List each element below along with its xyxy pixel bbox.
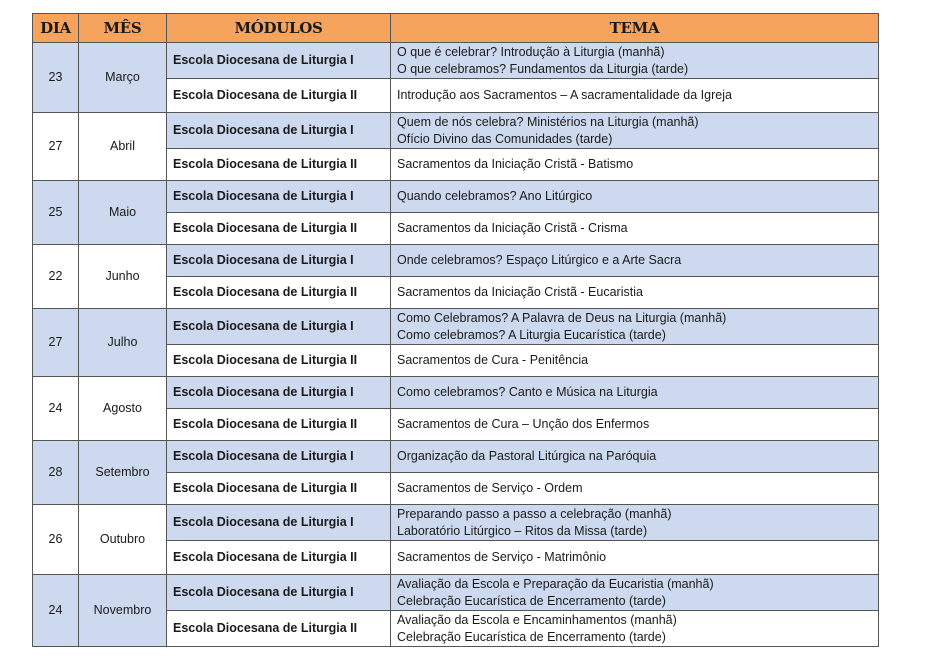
tema-line: Sacramentos da Iniciação Cristã - Eucaristia (397, 285, 643, 299)
tema-line: Introdução aos Sacramentos – A sacramentalidade da Igreja (397, 88, 732, 102)
cell-tema (391, 409, 879, 441)
cell-mes: Novembro (79, 575, 167, 647)
table-row (33, 181, 879, 213)
tema-line: Sacramentos de Cura – Unção dos Enfermos (397, 417, 650, 431)
cell-modulo: Escola Diocesana de Liturgia I (167, 377, 391, 409)
cell-dia: 24 (33, 575, 79, 647)
header-tema: TEMA (391, 14, 879, 43)
cell-dia: 25 (33, 181, 79, 245)
tema-line: Sacramentos da Iniciação Cristã - Batismo (397, 157, 634, 171)
tema-line: Quando celebramos? Ano Litúrgico (397, 189, 593, 203)
tema-line: Sacramentos de Cura - Penitência (397, 353, 589, 367)
cell-modulo: Escola Diocesana de Liturgia II (167, 409, 391, 441)
tema-line: Celebração Eucarística de Encerramento (tarde) (397, 593, 666, 608)
cell-modulo: Escola Diocesana de Liturgia II (167, 149, 391, 181)
cell-dia: 28 (33, 441, 79, 505)
cell-dia: 26 (33, 505, 79, 575)
table-row (33, 245, 879, 277)
cell-mes: Abril (79, 113, 167, 181)
cell-mes: Setembro (79, 441, 167, 505)
cell-mes: Outubro (79, 505, 167, 575)
cell-tema (391, 213, 879, 245)
cell-tema (391, 309, 879, 345)
header-mes: MÊS (79, 14, 167, 43)
table-row (33, 113, 879, 149)
cell-modulo: Escola Diocesana de Liturgia I (167, 245, 391, 277)
cell-modulo: Escola Diocesana de Liturgia I (167, 43, 391, 79)
cell-tema (391, 377, 879, 409)
cell-modulo: Escola Diocesana de Liturgia II (167, 611, 391, 647)
schedule-body (33, 43, 879, 647)
cell-tema (391, 611, 879, 647)
cell-tema (391, 541, 879, 575)
header-modulos: MÓDULOS (167, 14, 391, 43)
cell-dia: 24 (33, 377, 79, 441)
table-row (33, 575, 879, 611)
table-row (33, 309, 879, 345)
table-row (33, 43, 879, 79)
cell-tema (391, 441, 879, 473)
cell-tema (391, 473, 879, 505)
cell-modulo: Escola Diocesana de Liturgia II (167, 277, 391, 309)
header-row (33, 14, 879, 43)
cell-dia: 23 (33, 43, 79, 113)
cell-tema (391, 43, 879, 79)
tema-line: Avaliação da Escola e Encaminhamentos (manhã) (397, 612, 677, 627)
schedule-table (32, 13, 879, 647)
tema-line: Celebração Eucarística de Encerramento (tarde) (397, 629, 666, 644)
table-row (33, 377, 879, 409)
cell-modulo: Escola Diocesana de Liturgia II (167, 79, 391, 113)
cell-tema (391, 345, 879, 377)
tema-line: Como celebramos? A Liturgia Eucarística (tarde) (397, 327, 666, 342)
cell-tema (391, 181, 879, 213)
tema-line: Sacramentos de Serviço - Matrimônio (397, 550, 607, 564)
cell-mes: Maio (79, 181, 167, 245)
table-row (33, 505, 879, 541)
tema-line: Avaliação da Escola e Preparação da Eucaristia (manhã) (397, 576, 714, 591)
tema-line: Quem de nós celebra? Ministérios na Liturgia (manhã) (397, 114, 699, 129)
cell-modulo: Escola Diocesana de Liturgia I (167, 575, 391, 611)
tema-line: Laboratório Litúrgico – Ritos da Missa (tarde) (397, 523, 648, 538)
tema-line: O que celebramos? Fundamentos da Liturgia (tarde) (397, 61, 689, 76)
cell-dia: 27 (33, 309, 79, 377)
cell-dia: 27 (33, 113, 79, 181)
tema-line: Organização da Pastoral Litúrgica na Paróquia (397, 449, 657, 463)
cell-modulo: Escola Diocesana de Liturgia I (167, 505, 391, 541)
cell-mes: Junho (79, 245, 167, 309)
tema-line: O que é celebrar? Introdução à Liturgia (manhã) (397, 44, 665, 59)
tema-line: Como celebramos? Canto e Música na Liturgia (397, 385, 658, 399)
cell-tema (391, 113, 879, 149)
tema-line: Onde celebramos? Espaço Litúrgico e a Arte Sacra (397, 253, 682, 267)
cell-tema (391, 505, 879, 541)
cell-modulo: Escola Diocesana de Liturgia II (167, 541, 391, 575)
cell-tema (391, 79, 879, 113)
cell-tema (391, 149, 879, 181)
tema-line: Sacramentos da Iniciação Cristã - Crisma (397, 221, 628, 235)
tema-line: Como Celebramos? A Palavra de Deus na Liturgia (manhã) (397, 310, 727, 325)
cell-mes: Agosto (79, 377, 167, 441)
table-row (33, 441, 879, 473)
cell-modulo: Escola Diocesana de Liturgia II (167, 345, 391, 377)
cell-modulo: Escola Diocesana de Liturgia I (167, 441, 391, 473)
header-dia: DIA (33, 14, 79, 43)
cell-modulo: Escola Diocesana de Liturgia I (167, 113, 391, 149)
cell-mes: Março (79, 43, 167, 113)
cell-dia: 22 (33, 245, 79, 309)
cell-modulo: Escola Diocesana de Liturgia I (167, 309, 391, 345)
cell-modulo: Escola Diocesana de Liturgia I (167, 181, 391, 213)
cell-mes: Julho (79, 309, 167, 377)
tema-line: Preparando passo a passo a celebração (manhã) (397, 506, 672, 521)
cell-tema (391, 245, 879, 277)
tema-line: Sacramentos de Serviço - Ordem (397, 481, 583, 495)
cell-tema (391, 277, 879, 309)
cell-tema (391, 575, 879, 611)
cell-modulo: Escola Diocesana de Liturgia II (167, 473, 391, 505)
tema-line: Ofício Divino das Comunidades (tarde) (397, 131, 613, 146)
cell-modulo: Escola Diocesana de Liturgia II (167, 213, 391, 245)
